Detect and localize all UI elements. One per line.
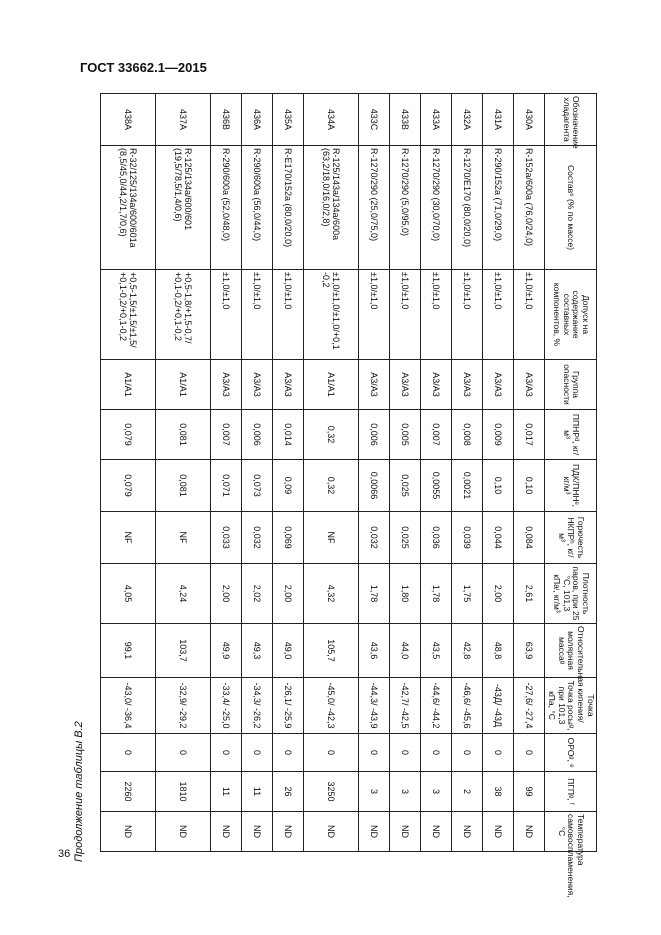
table-cell: -43,0/ -36,4: [101, 678, 156, 734]
table-cell: ND: [452, 812, 483, 852]
table-cell: ND: [211, 812, 242, 852]
table-cell: ND: [483, 812, 514, 852]
table-row: [211, 94, 242, 852]
column-header: Плотность паров, при 25 °С, 101,3 кПаᶦ, кг/м³: [545, 564, 597, 624]
table-cell: ND: [273, 812, 304, 852]
table-cell: -33,4/ -25,0: [211, 678, 242, 734]
column-header: ППНРᵈ, кг/м³: [545, 410, 597, 460]
page-number: 36: [58, 848, 71, 860]
table-cell: 436A: [242, 94, 273, 146]
table-cell: ±1,0/±1,0: [452, 270, 483, 360]
table-cell: 0: [273, 734, 304, 772]
table-cell: 2,02: [242, 564, 273, 624]
table-cell: 49,9: [211, 624, 242, 678]
table-caption: Продолжение таблицы В.2: [73, 721, 85, 862]
table-cell: 0,10: [514, 460, 545, 512]
table-cell: 0,081: [156, 460, 211, 512]
table-cell: 1,78: [421, 564, 452, 624]
table-cell: R-125/143a/134a/600a (63,2/18,0/16,0/2,8): [304, 146, 359, 270]
table-row: [156, 94, 211, 852]
column-header: Температура самовоспламенения, °С: [545, 812, 597, 852]
table-row: [483, 94, 514, 852]
table-cell: 0,039: [452, 512, 483, 564]
table-cell: 3: [359, 772, 390, 812]
table-cell: 0,071: [211, 460, 242, 512]
table-cell: 4,32: [304, 564, 359, 624]
table-cell: R-32/125/134a/600/601a (8,5/45,0/44,2/1,7/0,6): [101, 146, 156, 270]
table-cell: R-152a/600a (76,0/24,0): [514, 146, 545, 270]
table-cell: 1,75: [452, 564, 483, 624]
table-cell: 49,0: [273, 624, 304, 678]
table-cell: ±1,0/±1,0: [242, 270, 273, 360]
table-cell: 0,017: [514, 410, 545, 460]
table-cell: 11: [211, 772, 242, 812]
table-cell: ND: [304, 812, 359, 852]
table-cell: ±1,0/±1,0: [273, 270, 304, 360]
column-header: ПДК/ПННᵉ, кг/м³: [545, 460, 597, 512]
table-cell: ND: [514, 812, 545, 852]
table-cell: 103,7: [156, 624, 211, 678]
table-cell: 99: [514, 772, 545, 812]
table-cell: 0: [101, 734, 156, 772]
table-cell: 0,084: [514, 512, 545, 564]
table-cell: 3: [390, 772, 421, 812]
table-cell: 11: [242, 772, 273, 812]
table-cell: 43,5: [421, 624, 452, 678]
table-cell: 0,006: [359, 410, 390, 460]
table-cell: A1/A1: [101, 360, 156, 410]
table-cell: NF: [304, 512, 359, 564]
table-cell: A3/A3: [273, 360, 304, 410]
table-cell: 0,073: [242, 460, 273, 512]
table-cell: 0: [483, 734, 514, 772]
table-cell: A3/A3: [514, 360, 545, 410]
table-cell: A3/A3: [211, 360, 242, 410]
table-row: [273, 94, 304, 852]
table-cell: R-1270/290 (30,0/70,0): [421, 146, 452, 270]
table-cell: 0,0066: [359, 460, 390, 512]
table-cell: 4,05: [101, 564, 156, 624]
table-cell: 1,78: [359, 564, 390, 624]
table-cell: ±1,0/±1,0: [359, 270, 390, 360]
table-cell: 0,009: [483, 410, 514, 460]
table-row: [452, 94, 483, 852]
table-cell: 43,6: [359, 624, 390, 678]
table-cell: -26,1/ -25,9: [273, 678, 304, 734]
table-cell: 0: [514, 734, 545, 772]
column-header: Обозначение хладагента: [545, 94, 597, 146]
table-cell: ND: [359, 812, 390, 852]
table-cell: 0,09: [273, 460, 304, 512]
table-cell: R-1270/E170 (80,0/20,0): [452, 146, 483, 270]
table-cell: 44,0: [390, 624, 421, 678]
table-cell: -45,0/ -42,3: [304, 678, 359, 734]
table-cell: 0: [211, 734, 242, 772]
table-cell: ±1,0/±1,0: [390, 270, 421, 360]
table-cell: 0,006: [242, 410, 273, 460]
table-cell: -42,7/ -42,5: [390, 678, 421, 734]
table-cell: -44,3/ -43,9: [359, 678, 390, 734]
table-cell: 49,3: [242, 624, 273, 678]
table-cell: 433C: [359, 94, 390, 146]
table-cell: 0,032: [359, 512, 390, 564]
table-cell: 2,61: [514, 564, 545, 624]
table-cell: ±1,0/±1,0: [483, 270, 514, 360]
table-cell: R-1270/290 (5,0/95,0): [390, 146, 421, 270]
table-cell: NF: [101, 512, 156, 564]
table-row: [390, 94, 421, 852]
table-cell: 2,00: [211, 564, 242, 624]
table-cell: 2,00: [273, 564, 304, 624]
table-header-row: [545, 94, 597, 852]
table-cell: 430A: [514, 94, 545, 146]
column-header: Точка кипения/Точка росыᵍ, при 101,3 кПа, °С: [545, 678, 597, 734]
table-cell: A3/A3: [421, 360, 452, 410]
table-cell: ±1,0/±1,0: [514, 270, 545, 360]
table-cell: 0: [242, 734, 273, 772]
table-cell: 436B: [211, 94, 242, 146]
table-cell: 0: [359, 734, 390, 772]
table-cell: 434A: [304, 94, 359, 146]
column-header: Группа опасности: [545, 360, 597, 410]
table-cell: ND: [242, 812, 273, 852]
table-cell: R-290/600a (56,0/44,0): [242, 146, 273, 270]
data-table: [100, 93, 597, 898]
table-cell: NF: [156, 512, 211, 564]
table-cell: 433A: [421, 94, 452, 146]
table-cell: 0,007: [211, 410, 242, 460]
standard-header: ГОСТ 33662.1—2015: [80, 60, 207, 75]
table-cell: 3250: [304, 772, 359, 812]
table-cell: A3/A3: [359, 360, 390, 410]
table-cell: 0,081: [156, 410, 211, 460]
table-cell: 0: [156, 734, 211, 772]
table-cell: 0: [390, 734, 421, 772]
table-row: [421, 94, 452, 852]
table-cell: -32,9/ -29,2: [156, 678, 211, 734]
table-cell: 0,014: [273, 410, 304, 460]
table-cell: R-290/152a (71,0/29,0): [483, 146, 514, 270]
table-cell: 42,8: [452, 624, 483, 678]
table-cell: 1810: [156, 772, 211, 812]
column-header: Допуск на содержание составных компонентов, %: [545, 270, 597, 360]
table-cell: 2,00: [483, 564, 514, 624]
table-cell: A3/A3: [390, 360, 421, 410]
table-cell: 0,007: [421, 410, 452, 460]
table-cell: 431A: [483, 94, 514, 146]
table-cell: -34,3/ -26,2: [242, 678, 273, 734]
table-cell: ±1,0/±1,0: [421, 270, 452, 360]
table-cell: 0,0021: [452, 460, 483, 512]
column-header: Состав⁶ (% по массе): [545, 146, 597, 270]
table-cell: 0,079: [101, 410, 156, 460]
table-cell: 0,044: [483, 512, 514, 564]
column-header: Относительная молярная массаᵍ: [545, 624, 597, 678]
table-cell: 0,032: [242, 512, 273, 564]
table-cell: 63,9: [514, 624, 545, 678]
table-cell: ND: [390, 812, 421, 852]
table-cell: 3: [421, 772, 452, 812]
column-header: ОРОᵍ, ᵉ: [545, 734, 597, 772]
table-row: [304, 94, 359, 852]
table-cell: -43Д/ -43Д: [483, 678, 514, 734]
table-cell: 0,079: [101, 460, 156, 512]
table-cell: A3/A3: [452, 360, 483, 410]
table-cell: 0,0055: [421, 460, 452, 512]
table-cell: 0,32: [304, 410, 359, 460]
table-cell: 433B: [390, 94, 421, 146]
table-cell: 432A: [452, 94, 483, 146]
table-cell: 26: [273, 772, 304, 812]
table-cell: 437A: [156, 94, 211, 146]
table-cell: 0,025: [390, 460, 421, 512]
table-cell: 0,008: [452, 410, 483, 460]
table-cell: ND: [421, 812, 452, 852]
table-cell: R-E170/152a (80,0/20,0): [273, 146, 304, 270]
table-cell: ND: [101, 812, 156, 852]
table-cell: 48,8: [483, 624, 514, 678]
table-cell: R-290/600a (52,0/48,0): [211, 146, 242, 270]
table-cell: 4,24: [156, 564, 211, 624]
table-cell: ±1,0/±1,0/±1,0/+0,1 -0,2: [304, 270, 359, 360]
table-cell: 0,10: [483, 460, 514, 512]
table-cell: A3/A3: [242, 360, 273, 410]
table-cell: 1,80: [390, 564, 421, 624]
table-cell: 0,036: [421, 512, 452, 564]
table-body: [101, 94, 545, 852]
column-header: ПГПᵍ, ᶠ: [545, 772, 597, 812]
table-cell: R-125/134a/600/601 (19,5/78,5/1,4/0,6): [156, 146, 211, 270]
table-cell: +0,5-1,8/+1,5-0,7/ +0,1-0,2/+0,1-0,2: [156, 270, 211, 360]
table-row: [242, 94, 273, 852]
table-row: [359, 94, 390, 852]
table-cell: 0,025: [390, 512, 421, 564]
table-cell: -44,6/ -44,2: [421, 678, 452, 734]
table-cell: -27,6/ -27,4: [514, 678, 545, 734]
table-cell: 0,005: [390, 410, 421, 460]
column-header: Горючесть НКПРʰ, кг/м³: [545, 512, 597, 564]
table-cell: 0,32: [304, 460, 359, 512]
table-cell: 38: [483, 772, 514, 812]
table-cell: 105,7: [304, 624, 359, 678]
table-cell: 0: [452, 734, 483, 772]
table-cell: A1/A1: [304, 360, 359, 410]
table-cell: 0,033: [211, 512, 242, 564]
table-cell: 99,1: [101, 624, 156, 678]
table-cell: 2260: [101, 772, 156, 812]
table-cell: 438A: [101, 94, 156, 146]
table-cell: 0: [421, 734, 452, 772]
table-cell: ND: [156, 812, 211, 852]
table-cell: A3/A3: [483, 360, 514, 410]
table-row: [514, 94, 545, 852]
table-cell: -46,6/ -45,6: [452, 678, 483, 734]
table-cell: A1/A1: [156, 360, 211, 410]
table-cell: 0,069: [273, 512, 304, 564]
table-cell: R-1270/290 (25,0/75,0): [359, 146, 390, 270]
table-cell: 435A: [273, 94, 304, 146]
table-cell: +0,5-1,5/±1,5/±1,5/ +0,1-0,2/+0,1-0,2: [101, 270, 156, 360]
table-cell: ±1,0/±1,0: [211, 270, 242, 360]
table-row: [101, 94, 156, 852]
table-cell: 0: [304, 734, 359, 772]
table-cell: 2: [452, 772, 483, 812]
